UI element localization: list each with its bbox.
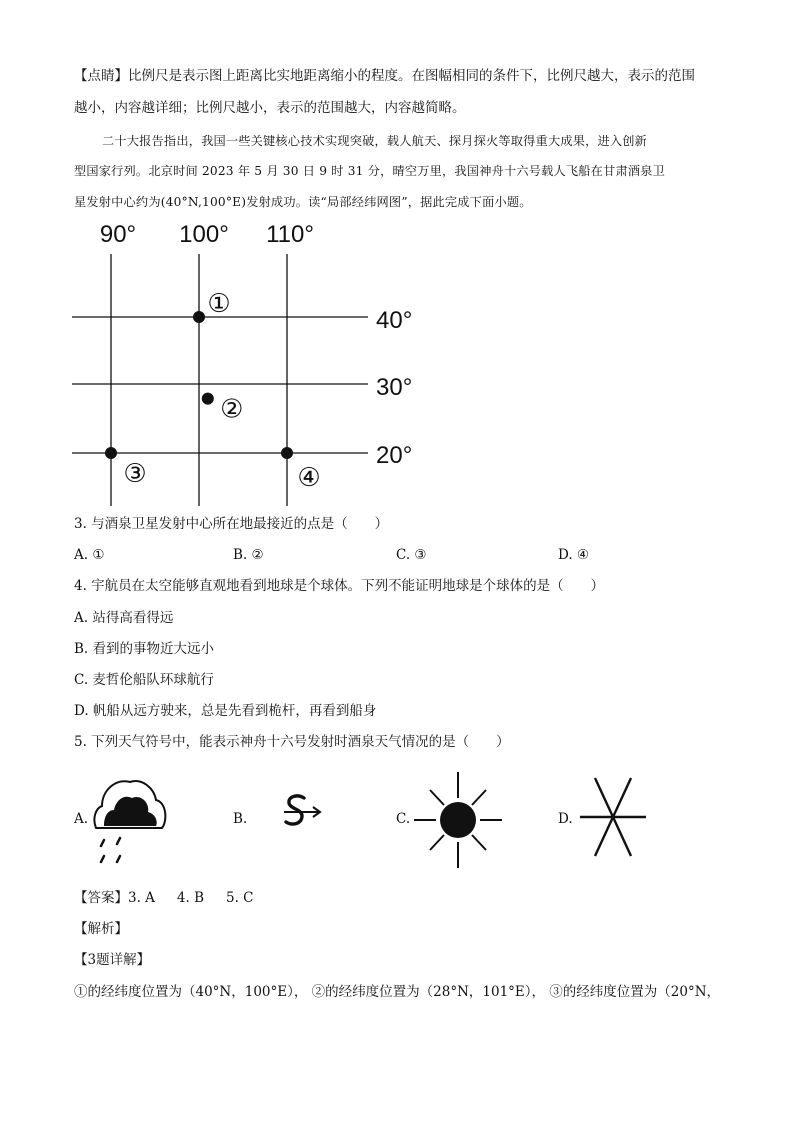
- answer-line: [74, 888, 254, 908]
- grid-point-label-3: ③: [123, 459, 147, 489]
- detail-text: ①的经纬度位置为（40°N，100°E）， ②的经纬度位置为（28°N，101°E）， ③的经纬度位置为（20°N，: [74, 984, 721, 1000]
- dust-storm-icon: [282, 792, 326, 834]
- q4-option-b[interactable]: B. 看到的事物近大远小: [74, 641, 215, 657]
- passage-line-2: 型国家行列。北京时间 2023 年 5 月 30 日 9 时 31 分，晴空万里，我国神舟十六号载人飞船在甘肃酒泉卫: [74, 164, 666, 178]
- rain-cloud-icon: [90, 774, 170, 868]
- q4-option-a[interactable]: A. 站得高看得远: [74, 610, 174, 626]
- sunny-icon: [414, 772, 502, 868]
- passage-line-3: 星发射中心约为(40°N,100°E)发射成功。读“局部经纬网图”，据此完成下面小题。: [74, 195, 532, 209]
- lat-label-30: 30°: [376, 374, 413, 401]
- answer-item-3: 3. A: [128, 890, 155, 906]
- q4-option-d[interactable]: D. 帆船从远方驶来，总是先看到桅杆，再看到船身: [74, 703, 377, 719]
- lat-label-40: 40°: [376, 307, 413, 334]
- grid-point-label-4: ④: [297, 463, 321, 493]
- q3-stem: 3. 与酒泉卫星发射中心所在地最接近的点是（ ）: [74, 516, 389, 532]
- grid-point-2: [202, 393, 214, 405]
- q5-option-d[interactable]: D.: [558, 811, 573, 827]
- lon-label-90: 90°: [99, 221, 137, 248]
- tip-line-2: 越小，内容越详细；比例尺越小，表示的范围越大，内容越简略。: [74, 100, 466, 116]
- lat-label-20: 20°: [376, 442, 413, 469]
- q5-option-a[interactable]: A.: [74, 811, 89, 827]
- grid-point-4: [281, 447, 293, 459]
- tip-line-1: [74, 66, 695, 86]
- q3-option-b[interactable]: B. ②: [233, 547, 264, 563]
- q4-stem: 4. 宇航员在太空能够直观地看到地球是个球体。下列不能证明地球是个球体的是（ ）: [74, 578, 605, 594]
- tip-text-1: 比例尺是表示图上距离比实地距离缩小的程度。在图幅相同的条件下，比例尺越大，表示的范围: [128, 68, 695, 84]
- grid-point-label-1: ①: [207, 289, 231, 319]
- lon-label-110: 110°: [266, 221, 314, 248]
- detail-tag: 【3题详解】: [74, 952, 151, 968]
- answer-item-4: 4. B: [176, 890, 205, 906]
- q3-option-d[interactable]: D. ④: [558, 547, 590, 563]
- snow-icon: [578, 776, 648, 858]
- analysis-tag: 【解析】: [74, 921, 128, 937]
- tip-tag: 【点睛】: [74, 68, 128, 84]
- lat-lon-grid-figure: [70, 214, 430, 510]
- passage-line-1: 二十大报告指出，我国一些关键核心技术实现突破，载人航天、探月探火等取得重大成果，进入创新: [102, 134, 648, 148]
- q3-option-c[interactable]: C. ③: [396, 547, 427, 563]
- q4-option-c[interactable]: C. 麦哲伦船队环球航行: [74, 672, 214, 688]
- grid-point-label-2: ②: [220, 394, 244, 425]
- q5-option-b[interactable]: B.: [233, 811, 248, 827]
- q5-stem: 5. 下列天气符号中，能表示神舟十六号发射时酒泉天气情况的是（ ）: [74, 734, 510, 750]
- lon-label-100: 100°: [179, 221, 229, 248]
- grid-point-3: [105, 447, 117, 459]
- answer-item-5: 5. C: [226, 890, 254, 906]
- grid-point-1: [193, 311, 205, 323]
- q3-option-a[interactable]: A. ①: [74, 547, 105, 563]
- answer-tag: 【答案】: [74, 890, 128, 906]
- q5-option-c[interactable]: C.: [396, 811, 411, 827]
